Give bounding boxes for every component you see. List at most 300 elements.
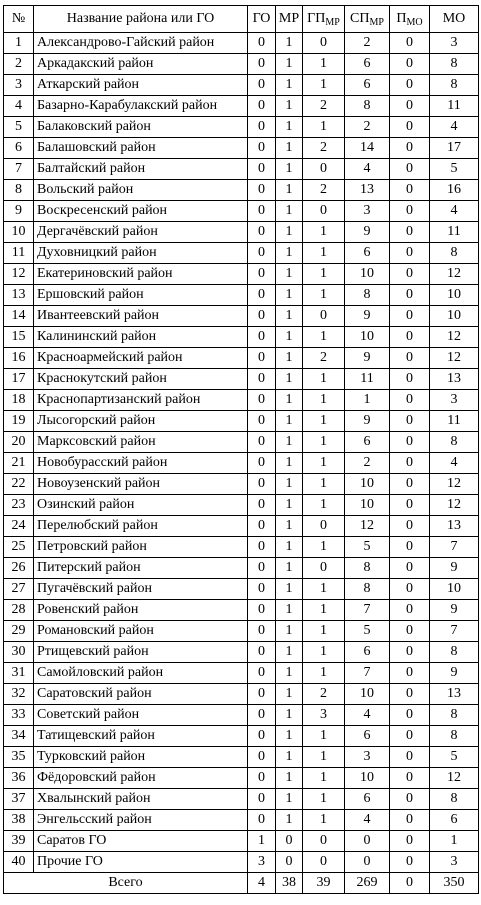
header-name: Название района или ГО — [34, 6, 248, 33]
row-num: 5 — [4, 117, 34, 138]
row-mr: 1 — [276, 684, 303, 705]
row-mr: 1 — [276, 789, 303, 810]
row-district-name: Базарно-Карабулакский район — [34, 96, 248, 117]
row-gp: 0 — [303, 33, 345, 54]
row-mo: 12 — [430, 768, 479, 789]
row-sp: 6 — [345, 75, 390, 96]
row-num: 19 — [4, 411, 34, 432]
row-p: 0 — [390, 852, 430, 873]
row-p: 0 — [390, 201, 430, 222]
row-mr: 1 — [276, 558, 303, 579]
row-go: 0 — [248, 264, 276, 285]
row-sp: 6 — [345, 54, 390, 75]
row-go: 0 — [248, 768, 276, 789]
row-mr: 1 — [276, 96, 303, 117]
row-sp: 4 — [345, 705, 390, 726]
row-mr: 1 — [276, 159, 303, 180]
table-row — [4, 327, 479, 348]
header-gp — [303, 6, 345, 33]
row-gp: 1 — [303, 789, 345, 810]
row-gp: 3 — [303, 705, 345, 726]
row-gp: 0 — [303, 201, 345, 222]
table-row — [4, 495, 479, 516]
row-sp: 9 — [345, 411, 390, 432]
row-sp: 8 — [345, 96, 390, 117]
row-num: 25 — [4, 537, 34, 558]
row-district-name: Питерский район — [34, 558, 248, 579]
row-mr: 1 — [276, 180, 303, 201]
row-gp: 0 — [303, 558, 345, 579]
row-gp: 1 — [303, 327, 345, 348]
row-p: 0 — [390, 495, 430, 516]
row-gp: 1 — [303, 810, 345, 831]
row-mr: 1 — [276, 537, 303, 558]
row-mo: 11 — [430, 222, 479, 243]
row-go: 0 — [248, 327, 276, 348]
table-row — [4, 621, 479, 642]
row-sp: 10 — [345, 327, 390, 348]
row-gp: 1 — [303, 621, 345, 642]
row-gp: 1 — [303, 600, 345, 621]
row-gp: 1 — [303, 369, 345, 390]
table-row — [4, 96, 479, 117]
row-num: 23 — [4, 495, 34, 516]
row-district-name: Красноармейский район — [34, 348, 248, 369]
row-sp: 1 — [345, 390, 390, 411]
row-go: 0 — [248, 810, 276, 831]
row-mo: 12 — [430, 264, 479, 285]
row-gp: 1 — [303, 474, 345, 495]
row-num: 31 — [4, 663, 34, 684]
row-sp: 0 — [345, 852, 390, 873]
row-p: 0 — [390, 411, 430, 432]
row-mo: 3 — [430, 390, 479, 411]
row-gp: 2 — [303, 138, 345, 159]
row-go: 0 — [248, 54, 276, 75]
table-row — [4, 516, 479, 537]
row-num: 2 — [4, 54, 34, 75]
row-p: 0 — [390, 474, 430, 495]
row-district-name: Прочие ГО — [34, 852, 248, 873]
row-p: 0 — [390, 54, 430, 75]
row-go: 0 — [248, 222, 276, 243]
total-gp: 39 — [303, 873, 345, 894]
row-p: 0 — [390, 138, 430, 159]
row-gp: 1 — [303, 264, 345, 285]
row-mr: 1 — [276, 453, 303, 474]
row-p: 0 — [390, 621, 430, 642]
row-district-name: Фёдоровский район — [34, 768, 248, 789]
row-num: 38 — [4, 810, 34, 831]
row-district-name: Саратов ГО — [34, 831, 248, 852]
row-sp: 7 — [345, 600, 390, 621]
row-mo: 10 — [430, 579, 479, 600]
row-district-name: Балтайский район — [34, 159, 248, 180]
row-sp: 11 — [345, 369, 390, 390]
row-mr: 1 — [276, 642, 303, 663]
header-go: ГО — [248, 6, 276, 33]
row-num: 6 — [4, 138, 34, 159]
row-sp: 0 — [345, 831, 390, 852]
row-district-name: Ивантеевский район — [34, 306, 248, 327]
row-go: 0 — [248, 201, 276, 222]
table-row — [4, 222, 479, 243]
row-mr: 1 — [276, 243, 303, 264]
row-mr: 0 — [276, 852, 303, 873]
row-go: 0 — [248, 453, 276, 474]
row-mo: 8 — [430, 789, 479, 810]
row-mo: 13 — [430, 369, 479, 390]
row-go: 0 — [248, 138, 276, 159]
row-gp: 1 — [303, 579, 345, 600]
row-p: 0 — [390, 831, 430, 852]
row-mr: 1 — [276, 348, 303, 369]
row-p: 0 — [390, 642, 430, 663]
row-gp: 1 — [303, 747, 345, 768]
row-mr: 1 — [276, 411, 303, 432]
row-sp: 9 — [345, 348, 390, 369]
row-num: 14 — [4, 306, 34, 327]
table-row — [4, 201, 479, 222]
row-p: 0 — [390, 705, 430, 726]
row-sp: 7 — [345, 663, 390, 684]
row-p: 0 — [390, 789, 430, 810]
row-num: 16 — [4, 348, 34, 369]
row-district-name: Новоузенский район — [34, 474, 248, 495]
row-mo: 8 — [430, 243, 479, 264]
row-district-name: Воскресенский район — [34, 201, 248, 222]
row-p: 0 — [390, 285, 430, 306]
table-row — [4, 684, 479, 705]
table-row — [4, 600, 479, 621]
row-district-name: Перелюбский район — [34, 516, 248, 537]
row-mo: 3 — [430, 852, 479, 873]
row-p: 0 — [390, 243, 430, 264]
header-gp-main: ГП — [307, 11, 326, 26]
header-gp-sub: МР — [325, 17, 340, 28]
row-mr: 1 — [276, 138, 303, 159]
row-gp: 0 — [303, 159, 345, 180]
row-go: 0 — [248, 726, 276, 747]
row-gp: 1 — [303, 243, 345, 264]
row-mo: 4 — [430, 117, 479, 138]
row-mo: 11 — [430, 411, 479, 432]
row-gp: 1 — [303, 411, 345, 432]
row-mo: 8 — [430, 705, 479, 726]
row-mo: 4 — [430, 453, 479, 474]
row-mo: 10 — [430, 285, 479, 306]
row-district-name: Турковский район — [34, 747, 248, 768]
row-gp: 0 — [303, 306, 345, 327]
header-p — [390, 6, 430, 33]
row-mr: 1 — [276, 726, 303, 747]
row-mr: 1 — [276, 369, 303, 390]
table-row — [4, 747, 479, 768]
row-sp: 4 — [345, 810, 390, 831]
table-row — [4, 474, 479, 495]
total-go: 4 — [248, 873, 276, 894]
row-sp: 6 — [345, 642, 390, 663]
table-row — [4, 117, 479, 138]
row-mr: 1 — [276, 705, 303, 726]
row-sp: 9 — [345, 306, 390, 327]
row-go: 0 — [248, 537, 276, 558]
row-sp: 4 — [345, 159, 390, 180]
row-mo: 1 — [430, 831, 479, 852]
row-mo: 7 — [430, 621, 479, 642]
row-go: 0 — [248, 432, 276, 453]
municipal-table — [3, 5, 479, 894]
row-go: 0 — [248, 390, 276, 411]
row-mo: 8 — [430, 75, 479, 96]
row-num: 40 — [4, 852, 34, 873]
table-row — [4, 558, 479, 579]
row-mo: 9 — [430, 558, 479, 579]
row-go: 0 — [248, 516, 276, 537]
row-mr: 1 — [276, 495, 303, 516]
row-mr: 1 — [276, 306, 303, 327]
row-p: 0 — [390, 117, 430, 138]
total-p: 0 — [390, 873, 430, 894]
row-go: 0 — [248, 558, 276, 579]
row-p: 0 — [390, 327, 430, 348]
row-district-name: Пугачёвский район — [34, 579, 248, 600]
row-sp: 5 — [345, 621, 390, 642]
table-row — [4, 243, 479, 264]
table-row — [4, 537, 479, 558]
row-sp: 3 — [345, 747, 390, 768]
header-p-sub: МО — [406, 17, 423, 28]
row-p: 0 — [390, 516, 430, 537]
header-sp-main: СП — [350, 11, 370, 26]
row-go: 3 — [248, 852, 276, 873]
row-mo: 12 — [430, 348, 479, 369]
row-p: 0 — [390, 747, 430, 768]
row-go: 0 — [248, 642, 276, 663]
row-gp: 1 — [303, 768, 345, 789]
total-label: Всего — [4, 873, 248, 894]
row-num: 10 — [4, 222, 34, 243]
row-sp: 8 — [345, 579, 390, 600]
row-num: 17 — [4, 369, 34, 390]
table-row — [4, 768, 479, 789]
row-num: 30 — [4, 642, 34, 663]
row-num: 33 — [4, 705, 34, 726]
row-p: 0 — [390, 663, 430, 684]
table-row — [4, 411, 479, 432]
row-p: 0 — [390, 390, 430, 411]
total-row — [4, 873, 479, 894]
row-district-name: Краснопартизанский район — [34, 390, 248, 411]
row-go: 1 — [248, 831, 276, 852]
row-num: 36 — [4, 768, 34, 789]
row-mo: 9 — [430, 600, 479, 621]
row-mr: 1 — [276, 621, 303, 642]
row-gp: 1 — [303, 663, 345, 684]
row-num: 1 — [4, 33, 34, 54]
row-district-name: Хвалынский район — [34, 789, 248, 810]
row-mr: 0 — [276, 831, 303, 852]
row-mr: 1 — [276, 768, 303, 789]
row-sp: 6 — [345, 432, 390, 453]
row-go: 0 — [248, 600, 276, 621]
row-district-name: Екатериновский район — [34, 264, 248, 285]
row-p: 0 — [390, 180, 430, 201]
row-district-name: Советский район — [34, 705, 248, 726]
row-sp: 10 — [345, 768, 390, 789]
row-mr: 1 — [276, 516, 303, 537]
table-row — [4, 390, 479, 411]
table-row — [4, 810, 479, 831]
row-num: 7 — [4, 159, 34, 180]
row-go: 0 — [248, 306, 276, 327]
row-sp: 10 — [345, 495, 390, 516]
table-row — [4, 306, 479, 327]
row-num: 32 — [4, 684, 34, 705]
row-sp: 12 — [345, 516, 390, 537]
row-p: 0 — [390, 306, 430, 327]
row-go: 0 — [248, 747, 276, 768]
row-p: 0 — [390, 453, 430, 474]
row-sp: 2 — [345, 117, 390, 138]
row-num: 26 — [4, 558, 34, 579]
row-sp: 9 — [345, 222, 390, 243]
row-p: 0 — [390, 579, 430, 600]
row-gp: 1 — [303, 75, 345, 96]
row-district-name: Дергачёвский район — [34, 222, 248, 243]
row-mo: 3 — [430, 33, 479, 54]
row-p: 0 — [390, 600, 430, 621]
row-num: 8 — [4, 180, 34, 201]
row-gp: 0 — [303, 516, 345, 537]
row-district-name: Александрово-Гайский район — [34, 33, 248, 54]
row-gp: 1 — [303, 726, 345, 747]
table-row — [4, 75, 479, 96]
row-num: 27 — [4, 579, 34, 600]
row-mo: 13 — [430, 684, 479, 705]
row-mr: 1 — [276, 264, 303, 285]
row-mr: 1 — [276, 327, 303, 348]
row-num: 13 — [4, 285, 34, 306]
row-p: 0 — [390, 159, 430, 180]
table-row — [4, 285, 479, 306]
row-num: 4 — [4, 96, 34, 117]
row-gp: 1 — [303, 117, 345, 138]
row-mo: 13 — [430, 516, 479, 537]
row-mr: 1 — [276, 33, 303, 54]
row-district-name: Саратовский район — [34, 684, 248, 705]
row-mo: 12 — [430, 327, 479, 348]
table-row — [4, 369, 479, 390]
table-row — [4, 642, 479, 663]
row-gp: 2 — [303, 96, 345, 117]
row-mr: 1 — [276, 579, 303, 600]
row-p: 0 — [390, 432, 430, 453]
row-num: 24 — [4, 516, 34, 537]
header-mr: МР — [276, 6, 303, 33]
row-district-name: Балаковский район — [34, 117, 248, 138]
row-sp: 10 — [345, 684, 390, 705]
row-mo: 8 — [430, 54, 479, 75]
row-go: 0 — [248, 96, 276, 117]
row-p: 0 — [390, 558, 430, 579]
row-district-name: Лысогорский район — [34, 411, 248, 432]
row-mr: 1 — [276, 54, 303, 75]
row-go: 0 — [248, 243, 276, 264]
row-sp: 3 — [345, 201, 390, 222]
row-mo: 8 — [430, 642, 479, 663]
row-mr: 1 — [276, 285, 303, 306]
row-gp: 1 — [303, 390, 345, 411]
row-district-name: Марксовский район — [34, 432, 248, 453]
row-district-name: Озинский район — [34, 495, 248, 516]
row-sp: 13 — [345, 180, 390, 201]
row-p: 0 — [390, 768, 430, 789]
row-mr: 1 — [276, 474, 303, 495]
row-go: 0 — [248, 180, 276, 201]
table-row — [4, 831, 479, 852]
row-go: 0 — [248, 705, 276, 726]
row-p: 0 — [390, 348, 430, 369]
table-row — [4, 348, 479, 369]
row-p: 0 — [390, 537, 430, 558]
row-mr: 1 — [276, 75, 303, 96]
row-num: 22 — [4, 474, 34, 495]
row-mo: 16 — [430, 180, 479, 201]
row-mr: 1 — [276, 117, 303, 138]
row-p: 0 — [390, 684, 430, 705]
row-sp: 10 — [345, 264, 390, 285]
row-sp: 8 — [345, 558, 390, 579]
row-go: 0 — [248, 411, 276, 432]
row-gp: 1 — [303, 537, 345, 558]
total-mr: 38 — [276, 873, 303, 894]
row-gp: 1 — [303, 495, 345, 516]
table-row — [4, 54, 479, 75]
row-district-name: Ровенский район — [34, 600, 248, 621]
table-row — [4, 453, 479, 474]
row-gp: 0 — [303, 831, 345, 852]
row-mo: 12 — [430, 474, 479, 495]
row-num: 15 — [4, 327, 34, 348]
row-num: 34 — [4, 726, 34, 747]
row-mr: 1 — [276, 201, 303, 222]
row-num: 3 — [4, 75, 34, 96]
row-num: 35 — [4, 747, 34, 768]
table-row — [4, 726, 479, 747]
row-go: 0 — [248, 789, 276, 810]
row-p: 0 — [390, 264, 430, 285]
header-mo: МО — [430, 6, 479, 33]
row-district-name: Энгельсский район — [34, 810, 248, 831]
header-sp — [345, 6, 390, 33]
row-district-name: Духовницкий район — [34, 243, 248, 264]
row-num: 11 — [4, 243, 34, 264]
row-mr: 1 — [276, 222, 303, 243]
row-mo: 8 — [430, 726, 479, 747]
row-num: 9 — [4, 201, 34, 222]
row-district-name: Ершовский район — [34, 285, 248, 306]
row-sp: 6 — [345, 726, 390, 747]
table-row — [4, 579, 479, 600]
row-district-name: Самойловский район — [34, 663, 248, 684]
table-row — [4, 159, 479, 180]
row-sp: 2 — [345, 453, 390, 474]
table-row — [4, 789, 479, 810]
row-district-name: Калининский район — [34, 327, 248, 348]
row-num: 29 — [4, 621, 34, 642]
row-mr: 1 — [276, 810, 303, 831]
